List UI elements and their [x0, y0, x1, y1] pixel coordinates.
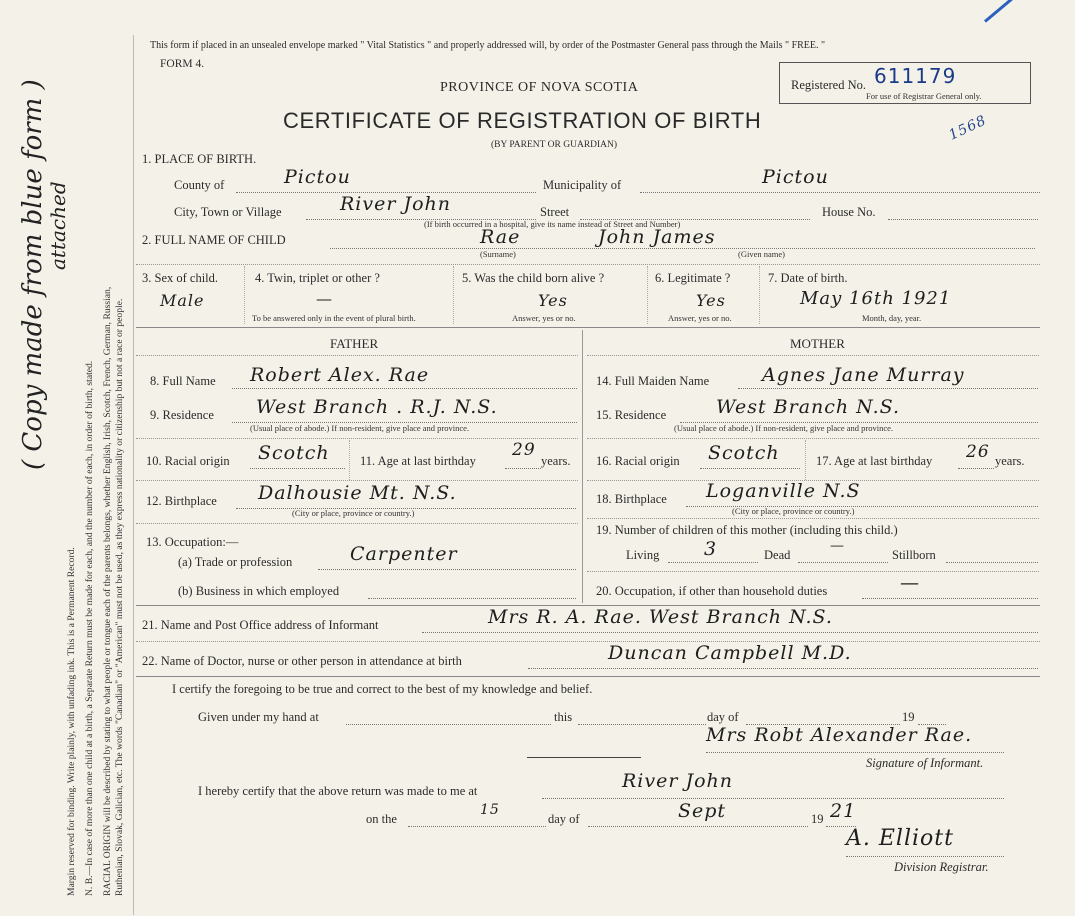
dob-value: May 16th 1921	[800, 288, 952, 309]
child-surname: Rae	[480, 226, 521, 248]
county-label: County of	[174, 178, 225, 192]
informant-value: Mrs R. A. Rae. West Branch N.S.	[488, 606, 833, 628]
mother-age-value: 26	[966, 442, 990, 462]
blue-pencil-mark	[984, 0, 1033, 23]
mother-residence-label: 15. Residence	[596, 408, 667, 422]
child-name-label: 2. FULL NAME OF CHILD	[142, 233, 286, 247]
place-of-birth-label: 1. PLACE OF BIRTH.	[142, 152, 257, 166]
dob-label: 7. Date of birth.	[768, 271, 848, 285]
mother-occupation-label: 20. Occupation, if other than household duties	[596, 584, 828, 598]
this-label: this	[554, 710, 573, 724]
registered-number: 611179	[874, 64, 957, 88]
surname-caption: (Surname)	[480, 249, 516, 259]
registered-label: Registered No.	[791, 78, 866, 92]
certify-statement: I certify the foregoing to be true and correct to the best of my knowledge and belief.	[172, 682, 593, 696]
registrar-statement: I hereby certify that the above return was made to me at	[198, 784, 478, 798]
mother-name-value: Agnes Jane Murray	[762, 364, 965, 386]
legitimate-label: 6. Legitimate ?	[655, 271, 731, 285]
mother-racial-value: Scotch	[708, 442, 780, 464]
mother-occupation-value: —	[900, 572, 920, 594]
doctor-value: Duncan Campbell M.D.	[608, 642, 852, 664]
children-count-label: 19. Number of children of this mother (including this child.)	[596, 523, 898, 537]
certificate-title: CERTIFICATE OF REGISTRATION OF BIRTH	[283, 108, 762, 133]
registrar-month-value: Sept	[678, 800, 727, 822]
stillborn-label: Stillborn	[892, 548, 936, 562]
province-heading: PROVINCE OF NOVA SCOTIA	[440, 80, 639, 95]
municipality-label: Municipality of	[543, 178, 622, 192]
city-label: City, Town or Village	[174, 205, 282, 219]
street-label: Street	[540, 205, 570, 219]
registrar-day-label: day of	[548, 812, 580, 826]
father-racial-label: 10. Racial origin	[146, 454, 230, 468]
binding-margin	[0, 0, 130, 916]
margin-note-2: N. B.—In case of more than one child at a birth, a Separate Return must be made for each, and the number of each, in order of birth, stated.	[84, 360, 95, 896]
registrar-day-value: 15	[480, 802, 500, 818]
given-year-prefix: 19	[902, 710, 915, 724]
child-given-name: John James	[598, 226, 716, 248]
given-under-label: Given under my hand at	[198, 710, 319, 724]
margin-note-4: Ruthenian, Slovak, Galician, etc. The words "Canadian" or "American" must not be used, as they express nationality or citizenship but not a race or people.	[114, 298, 125, 896]
sex-value: Male	[160, 291, 205, 310]
father-years: years.	[541, 454, 571, 468]
informant-signature: Mrs Robt Alexander Rae.	[706, 724, 973, 746]
sex-label: 3. Sex of child.	[142, 271, 219, 285]
dead-value: —	[830, 538, 845, 554]
municipality-value: Pictou	[762, 166, 829, 188]
born-alive-label: 5. Was the child born alive ?	[462, 271, 605, 285]
mother-age-label: 17. Age at last birthday	[816, 454, 933, 468]
mother-birthplace-label: 18. Birthplace	[596, 492, 667, 506]
mother-birthplace-value: Loganville N.S	[706, 480, 861, 502]
father-name-label: 8. Full Name	[150, 374, 216, 388]
father-residence-note: (Usual place of abode.) If non-resident, give place and province.	[250, 423, 470, 433]
county-value: Pictou	[284, 166, 351, 188]
informant-signature-caption: Signature of Informant.	[866, 756, 984, 770]
mother-residence-value: West Branch N.S.	[716, 396, 901, 418]
registrar-note: For use of Registrar General only.	[866, 91, 982, 101]
hospital-note: (If birth occurred in a hospital, give its name instead of Street and Number)	[424, 219, 681, 229]
legitimate-value: Yes	[696, 291, 726, 310]
twin-value: —	[316, 289, 333, 308]
mother-birthplace-note: (City or place, province or country.)	[732, 506, 855, 516]
registrar-place-value: River John	[622, 770, 734, 792]
legitimate-note: Answer, yes or no.	[668, 313, 732, 323]
father-racial-value: Scotch	[258, 442, 330, 464]
given-name-caption: (Given name)	[738, 249, 785, 259]
father-name-value: Robert Alex. Rae	[250, 364, 430, 386]
father-birthplace-note: (City or place, province or country.)	[292, 508, 415, 518]
mother-heading: MOTHER	[790, 336, 845, 351]
margin-handwritten-note-2: attached	[46, 181, 70, 270]
registrar-caption: Division Registrar.	[894, 860, 989, 874]
father-heading: FATHER	[330, 336, 379, 351]
father-age-label: 11. Age at last birthday	[360, 454, 476, 468]
registrar-signature: A. Elliott	[846, 826, 954, 851]
father-residence-value: West Branch . R.J. N.S.	[256, 396, 498, 418]
margin-handwritten-note: ( Copy made from blue form )	[18, 79, 48, 470]
twin-label: 4. Twin, triplet or other ?	[255, 271, 380, 285]
mother-residence-note: (Usual place of abode.) If non-resident, give place and province.	[674, 423, 894, 433]
father-age-value: 29	[512, 440, 536, 460]
corner-mark: 1568	[946, 112, 990, 144]
twin-note: To be answered only in the event of plural birth.	[252, 313, 416, 323]
living-label: Living	[626, 548, 660, 562]
father-birthplace-value: Dalhousie Mt. N.S.	[258, 482, 457, 504]
city-value: River John	[340, 193, 452, 215]
informant-label: 21. Name and Post Office address of Informant	[142, 618, 379, 632]
day-of-label: day of	[707, 710, 739, 724]
dead-label: Dead	[764, 548, 791, 562]
father-occupation-label: 13. Occupation:—	[146, 535, 239, 549]
mother-name-label: 14. Full Maiden Name	[596, 374, 710, 388]
form-number: FORM 4.	[160, 58, 205, 70]
margin-note-3: RACIAL ORIGIN will be described by stating to what people or tongue each of the parents belongs, whether English, Irish, Scotch, French, German, Russian,	[102, 286, 113, 896]
born-alive-value: Yes	[538, 291, 568, 310]
certificate-subtitle: (BY PARENT OR GUARDIAN)	[491, 140, 618, 150]
mother-racial-label: 16. Racial origin	[596, 454, 680, 468]
house-no-label: House No.	[822, 205, 876, 219]
registrar-year-prefix: 19	[811, 812, 824, 826]
postal-notice: This form if placed in an unsealed envelope marked " Vital Statistics " and properly addressed will, by order of the Postmaster General pass through the Mails " FREE. "	[150, 40, 826, 51]
living-value: 3	[704, 538, 718, 560]
trade-label: (a) Trade or profession	[178, 555, 293, 569]
business-label: (b) Business in which employed	[178, 584, 340, 598]
registrar-on-label: on the	[366, 812, 397, 826]
margin-rule	[133, 35, 134, 915]
trade-value: Carpenter	[350, 543, 458, 565]
registrar-year-value: 21	[830, 800, 857, 822]
margin-note-1: Margin reserved for binding. Write plainly, with unfading ink. This is a Permanent Record.	[66, 547, 77, 896]
doctor-label: 22. Name of Doctor, nurse or other person in attendance at birth	[142, 654, 462, 668]
father-residence-label: 9. Residence	[150, 408, 214, 422]
dob-note: Month, day, year.	[862, 313, 922, 323]
born-alive-note: Answer, yes or no.	[512, 313, 576, 323]
father-birthplace-label: 12. Birthplace	[146, 494, 217, 508]
mother-years: years.	[995, 454, 1025, 468]
